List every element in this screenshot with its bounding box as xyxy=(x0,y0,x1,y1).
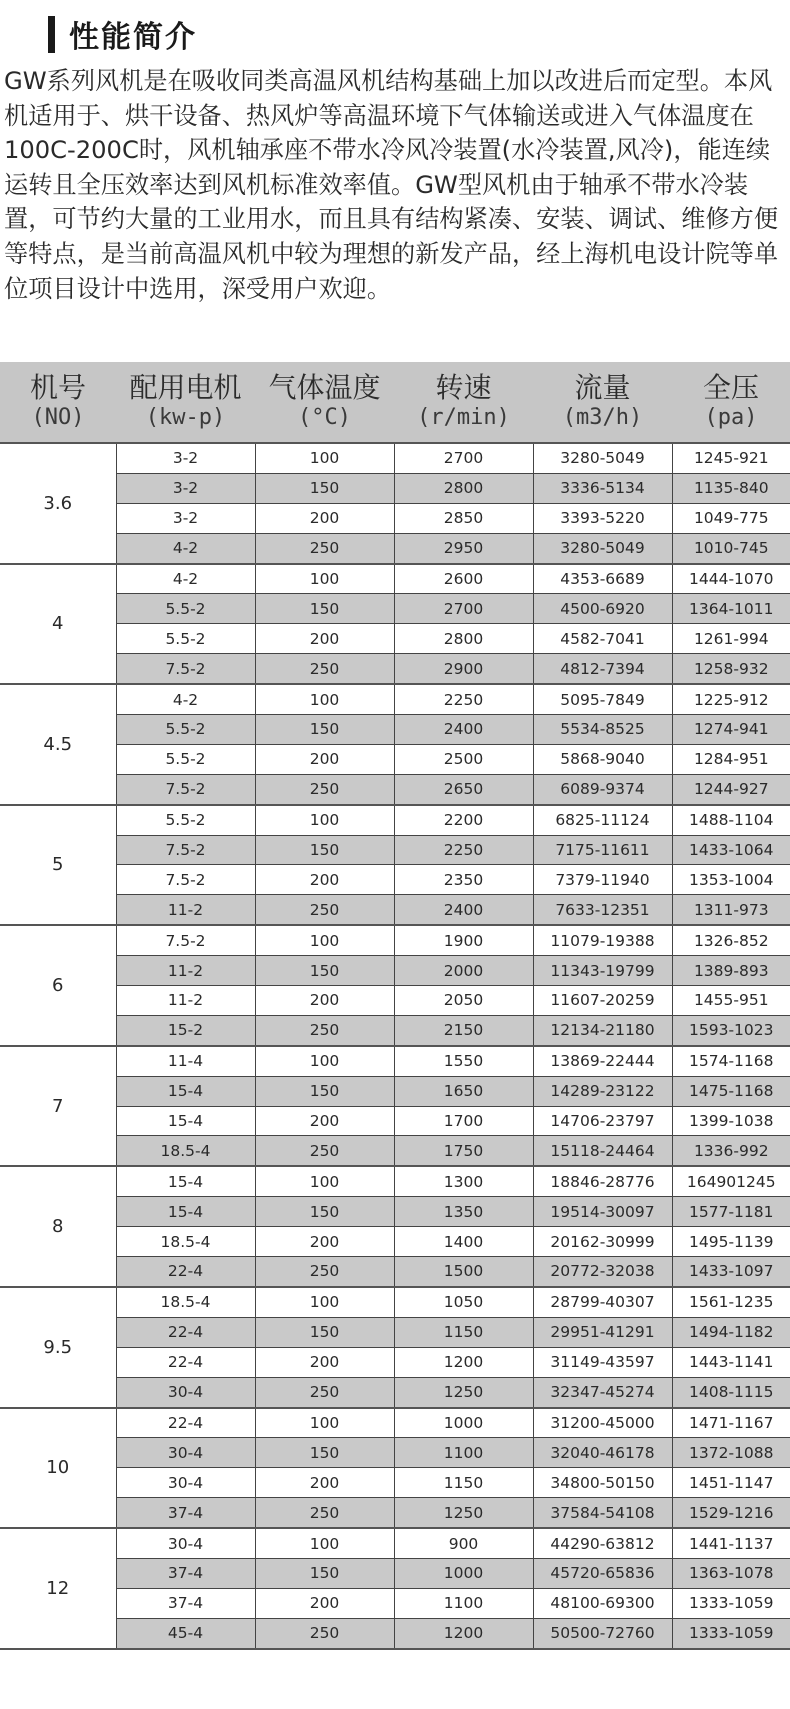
flow-cell: 31149-43597 xyxy=(533,1347,672,1377)
flow-cell: 34800-50150 xyxy=(533,1468,672,1498)
speed-cell: 2800 xyxy=(394,624,533,654)
temperature-cell: 250 xyxy=(255,533,394,563)
table-row xyxy=(0,1438,790,1468)
table-row xyxy=(0,744,790,774)
flow-cell: 11607-20259 xyxy=(533,986,672,1016)
motor-cell: 30-4 xyxy=(116,1377,255,1407)
speed-cell: 2950 xyxy=(394,533,533,563)
temperature-cell: 150 xyxy=(255,835,394,865)
pressure-cell: 1495-1139 xyxy=(672,1227,790,1257)
motor-cell: 18.5-4 xyxy=(116,1287,255,1317)
motor-cell: 11-2 xyxy=(116,895,255,925)
speed-cell: 1350 xyxy=(394,1197,533,1227)
header-label: 配用电机 xyxy=(129,371,242,404)
temperature-cell: 150 xyxy=(255,715,394,745)
speed-cell: 1100 xyxy=(394,1588,533,1618)
temperature-cell: 250 xyxy=(255,774,394,804)
temperature-cell: 150 xyxy=(255,473,394,503)
flow-cell: 50500-72760 xyxy=(533,1618,672,1648)
temperature-cell: 200 xyxy=(255,1227,394,1257)
temperature-cell: 250 xyxy=(255,1618,394,1648)
flow-cell: 5534-8525 xyxy=(533,715,672,745)
table-row xyxy=(0,1408,790,1438)
table-row xyxy=(0,1166,790,1196)
model-cell: 4.5 xyxy=(0,684,116,805)
speed-cell: 1150 xyxy=(394,1317,533,1347)
motor-cell: 3-2 xyxy=(116,443,255,473)
motor-cell: 5.5-2 xyxy=(116,744,255,774)
header-unit: (°C) xyxy=(298,405,351,430)
motor-cell: 18.5-4 xyxy=(116,1136,255,1166)
temperature-cell: 200 xyxy=(255,986,394,1016)
motor-cell: 30-4 xyxy=(116,1468,255,1498)
table-row xyxy=(0,925,790,955)
temperature-cell: 200 xyxy=(255,1347,394,1377)
table-row xyxy=(0,1257,790,1287)
col-header-temperature xyxy=(255,362,394,443)
speed-cell: 1200 xyxy=(394,1618,533,1648)
heading-bar xyxy=(48,16,55,53)
model-cell: 4 xyxy=(0,564,116,685)
speed-cell: 1000 xyxy=(394,1408,533,1438)
temperature-cell: 100 xyxy=(255,564,394,594)
flow-cell: 4812-7394 xyxy=(533,654,672,684)
speed-cell: 2000 xyxy=(394,956,533,986)
pressure-cell: 1225-912 xyxy=(672,684,790,714)
temperature-cell: 200 xyxy=(255,503,394,533)
table-row xyxy=(0,1197,790,1227)
pressure-cell: 1261-994 xyxy=(672,624,790,654)
flow-cell: 6089-9374 xyxy=(533,774,672,804)
temperature-cell: 100 xyxy=(255,1408,394,1438)
speed-cell: 1750 xyxy=(394,1136,533,1166)
flow-cell: 44290-63812 xyxy=(533,1528,672,1558)
header-label: 机号 xyxy=(29,371,86,404)
motor-cell: 30-4 xyxy=(116,1528,255,1558)
speed-cell: 2800 xyxy=(394,473,533,503)
motor-cell: 4-2 xyxy=(116,533,255,563)
col-header-flow xyxy=(533,362,672,443)
speed-cell: 1000 xyxy=(394,1558,533,1588)
flow-cell: 18846-28776 xyxy=(533,1166,672,1196)
pressure-cell: 1363-1078 xyxy=(672,1558,790,1588)
table-row xyxy=(0,895,790,925)
speed-cell: 1150 xyxy=(394,1468,533,1498)
motor-cell: 15-4 xyxy=(116,1106,255,1136)
table-row xyxy=(0,1317,790,1347)
model-cell: 5 xyxy=(0,805,116,926)
table-row xyxy=(0,1287,790,1317)
motor-cell: 7.5-2 xyxy=(116,835,255,865)
table-row xyxy=(0,715,790,745)
temperature-cell: 100 xyxy=(255,1287,394,1317)
flow-cell: 12134-21180 xyxy=(533,1015,672,1045)
speed-cell: 1700 xyxy=(394,1106,533,1136)
speed-cell: 2200 xyxy=(394,805,533,835)
model-cell: 10 xyxy=(0,1408,116,1529)
pressure-cell: 1389-893 xyxy=(672,956,790,986)
header-unit: (kw-p) xyxy=(145,405,226,430)
flow-cell: 14706-23797 xyxy=(533,1106,672,1136)
pressure-cell: 1494-1182 xyxy=(672,1317,790,1347)
model-cell: 12 xyxy=(0,1528,116,1649)
temperature-cell: 200 xyxy=(255,744,394,774)
pressure-cell: 1284-951 xyxy=(672,744,790,774)
pressure-cell: 1593-1023 xyxy=(672,1015,790,1045)
pressure-cell: 1353-1004 xyxy=(672,865,790,895)
speed-cell: 1650 xyxy=(394,1076,533,1106)
pressure-cell: 1471-1167 xyxy=(672,1408,790,1438)
flow-cell: 7175-11611 xyxy=(533,835,672,865)
temperature-cell: 250 xyxy=(255,1498,394,1528)
motor-cell: 4-2 xyxy=(116,684,255,714)
motor-cell: 5.5-2 xyxy=(116,624,255,654)
pressure-cell: 1529-1216 xyxy=(672,1498,790,1528)
flow-cell: 37584-54108 xyxy=(533,1498,672,1528)
temperature-cell: 150 xyxy=(255,956,394,986)
model-cell: 8 xyxy=(0,1166,116,1287)
temperature-cell: 150 xyxy=(255,594,394,624)
speed-cell: 1100 xyxy=(394,1438,533,1468)
temperature-cell: 200 xyxy=(255,1588,394,1618)
motor-cell: 7.5-2 xyxy=(116,774,255,804)
header-unit: (r/min) xyxy=(417,405,510,430)
temperature-cell: 100 xyxy=(255,1528,394,1558)
pressure-cell: 1444-1070 xyxy=(672,564,790,594)
table-row xyxy=(0,594,790,624)
table-row xyxy=(0,1468,790,1498)
temperature-cell: 250 xyxy=(255,1136,394,1166)
motor-cell: 22-4 xyxy=(116,1347,255,1377)
pressure-cell: 1574-1168 xyxy=(672,1046,790,1076)
flow-cell: 19514-30097 xyxy=(533,1197,672,1227)
pressure-cell: 1577-1181 xyxy=(672,1197,790,1227)
pressure-cell: 1433-1097 xyxy=(672,1257,790,1287)
pressure-cell: 1433-1064 xyxy=(672,835,790,865)
speed-cell: 2350 xyxy=(394,865,533,895)
motor-cell: 45-4 xyxy=(116,1618,255,1648)
table-row xyxy=(0,684,790,714)
header-row xyxy=(0,362,790,443)
motor-cell: 22-4 xyxy=(116,1408,255,1438)
table-row xyxy=(0,1227,790,1257)
speed-cell: 1550 xyxy=(394,1046,533,1076)
flow-cell: 7379-11940 xyxy=(533,865,672,895)
speed-cell: 900 xyxy=(394,1528,533,1558)
table-row xyxy=(0,1106,790,1136)
pressure-cell: 1311-973 xyxy=(672,895,790,925)
pressure-cell: 1455-951 xyxy=(672,986,790,1016)
flow-cell: 29951-41291 xyxy=(533,1317,672,1347)
table-row xyxy=(0,805,790,835)
table-row xyxy=(0,1377,790,1407)
motor-cell: 15-2 xyxy=(116,1015,255,1045)
motor-cell: 5.5-2 xyxy=(116,715,255,745)
temperature-cell: 100 xyxy=(255,1046,394,1076)
temperature-cell: 200 xyxy=(255,1468,394,1498)
col-header-model xyxy=(0,362,116,443)
speed-cell: 1200 xyxy=(394,1347,533,1377)
motor-cell: 3-2 xyxy=(116,473,255,503)
speed-cell: 2250 xyxy=(394,835,533,865)
speed-cell: 1250 xyxy=(394,1377,533,1407)
flow-cell: 11079-19388 xyxy=(533,925,672,955)
flow-cell: 13869-22444 xyxy=(533,1046,672,1076)
table-row xyxy=(0,956,790,986)
header-unit: (NO) xyxy=(31,405,85,430)
temperature-cell: 200 xyxy=(255,624,394,654)
pressure-cell: 1244-927 xyxy=(672,774,790,804)
pressure-cell: 1274-941 xyxy=(672,715,790,745)
flow-cell: 48100-69300 xyxy=(533,1588,672,1618)
motor-cell: 37-4 xyxy=(116,1558,255,1588)
pressure-cell: 1326-852 xyxy=(672,925,790,955)
temperature-cell: 100 xyxy=(255,684,394,714)
temperature-cell: 150 xyxy=(255,1076,394,1106)
motor-cell: 3-2 xyxy=(116,503,255,533)
flow-cell: 3280-5049 xyxy=(533,443,672,473)
flow-cell: 4500-6920 xyxy=(533,594,672,624)
motor-cell: 7.5-2 xyxy=(116,865,255,895)
table-row xyxy=(0,835,790,865)
table-row xyxy=(0,1015,790,1045)
table-row xyxy=(0,564,790,594)
pressure-cell: 1408-1115 xyxy=(672,1377,790,1407)
model-cell: 9.5 xyxy=(0,1287,116,1408)
motor-cell: 5.5-2 xyxy=(116,594,255,624)
table-row xyxy=(0,1046,790,1076)
col-header-motor xyxy=(116,362,255,443)
temperature-cell: 250 xyxy=(255,654,394,684)
motor-cell: 22-4 xyxy=(116,1317,255,1347)
col-header-pressure xyxy=(672,362,790,443)
table-row xyxy=(0,443,790,473)
speed-cell: 2650 xyxy=(394,774,533,804)
model-cell: 3.6 xyxy=(0,443,116,564)
header-unit: (m3/h) xyxy=(562,405,643,430)
table-row xyxy=(0,774,790,804)
table-row xyxy=(0,654,790,684)
pressure-cell: 1364-1011 xyxy=(672,594,790,624)
temperature-cell: 250 xyxy=(255,1257,394,1287)
table-row xyxy=(0,473,790,503)
section-title: 性能简介 xyxy=(69,20,197,55)
pressure-cell: 1488-1104 xyxy=(672,805,790,835)
pressure-cell: 1441-1137 xyxy=(672,1528,790,1558)
table-row xyxy=(0,1528,790,1558)
table-row xyxy=(0,533,790,563)
speed-cell: 2150 xyxy=(394,1015,533,1045)
pressure-cell: 1258-932 xyxy=(672,654,790,684)
motor-cell: 4-2 xyxy=(116,564,255,594)
flow-cell: 14289-23122 xyxy=(533,1076,672,1106)
table-row xyxy=(0,1618,790,1648)
speed-cell: 2900 xyxy=(394,654,533,684)
pressure-cell: 1443-1141 xyxy=(672,1347,790,1377)
motor-cell: 15-4 xyxy=(116,1166,255,1196)
motor-cell: 5.5-2 xyxy=(116,805,255,835)
table-row xyxy=(0,1588,790,1618)
flow-cell: 20162-30999 xyxy=(533,1227,672,1257)
temperature-cell: 250 xyxy=(255,1015,394,1045)
temperature-cell: 150 xyxy=(255,1438,394,1468)
table-header xyxy=(0,362,790,443)
section-heading xyxy=(48,14,197,54)
temperature-cell: 250 xyxy=(255,895,394,925)
temperature-cell: 200 xyxy=(255,865,394,895)
pressure-cell: 1333-1059 xyxy=(672,1618,790,1648)
speed-cell: 2850 xyxy=(394,503,533,533)
pressure-cell: 1372-1088 xyxy=(672,1438,790,1468)
pressure-cell: 1135-840 xyxy=(672,473,790,503)
header-unit: (pa) xyxy=(704,405,758,430)
temperature-cell: 100 xyxy=(255,1166,394,1196)
flow-cell: 3280-5049 xyxy=(533,533,672,563)
table-body xyxy=(0,443,790,1649)
col-header-speed xyxy=(394,362,533,443)
motor-cell: 15-4 xyxy=(116,1197,255,1227)
speed-cell: 2700 xyxy=(394,443,533,473)
table-row xyxy=(0,1347,790,1377)
speed-cell: 1050 xyxy=(394,1287,533,1317)
pressure-cell: 1475-1168 xyxy=(672,1076,790,1106)
temperature-cell: 200 xyxy=(255,1106,394,1136)
header-label: 气体温度 xyxy=(268,371,381,404)
flow-cell: 32347-45274 xyxy=(533,1377,672,1407)
motor-cell: 11-2 xyxy=(116,986,255,1016)
motor-cell: 30-4 xyxy=(116,1438,255,1468)
speed-cell: 1500 xyxy=(394,1257,533,1287)
flow-cell: 6825-11124 xyxy=(533,805,672,835)
pressure-cell: 1336-992 xyxy=(672,1136,790,1166)
temperature-cell: 150 xyxy=(255,1558,394,1588)
table-row xyxy=(0,503,790,533)
motor-cell: 11-4 xyxy=(116,1046,255,1076)
table-row xyxy=(0,1498,790,1528)
pressure-cell: 164901245 xyxy=(672,1166,790,1196)
motor-cell: 18.5-4 xyxy=(116,1227,255,1257)
table-row xyxy=(0,986,790,1016)
intro-paragraph xyxy=(4,64,786,306)
speed-cell: 1900 xyxy=(394,925,533,955)
temperature-cell: 100 xyxy=(255,443,394,473)
motor-cell: 15-4 xyxy=(116,1076,255,1106)
header-label: 全压 xyxy=(702,371,759,404)
pressure-cell: 1010-745 xyxy=(672,533,790,563)
speed-cell: 2500 xyxy=(394,744,533,774)
table-row xyxy=(0,1076,790,1106)
pressure-cell: 1451-1147 xyxy=(672,1468,790,1498)
flow-cell: 4582-7041 xyxy=(533,624,672,654)
motor-cell: 11-2 xyxy=(116,956,255,986)
motor-cell: 37-4 xyxy=(116,1588,255,1618)
speed-cell: 2700 xyxy=(394,594,533,624)
flow-cell: 32040-46178 xyxy=(533,1438,672,1468)
header-label: 流量 xyxy=(574,371,631,404)
speed-cell: 2050 xyxy=(394,986,533,1016)
flow-cell: 3393-5220 xyxy=(533,503,672,533)
speed-cell: 2250 xyxy=(394,684,533,714)
flow-cell: 4353-6689 xyxy=(533,564,672,594)
flow-cell: 3336-5134 xyxy=(533,473,672,503)
flow-cell: 7633-12351 xyxy=(533,895,672,925)
motor-cell: 37-4 xyxy=(116,1498,255,1528)
pressure-cell: 1333-1059 xyxy=(672,1588,790,1618)
speed-cell: 2400 xyxy=(394,715,533,745)
intro-text: GW系列风机是在吸收同类高温风机结构基础上加以改进后而定型。本风机适用于、烘干设备、热风炉等高温环境下气体输送或进入气体温度在100C-200C时，风机轴承座不带水冷风冷装置(水冷装置,风冷)，能连续运转且全压效率达到风机标准效率值。GW型风机由于轴承不带水冷装置，可节约大量的工业用水，而且具有结构紧凑、安装、调试、维修方便等特点，是当前高温风机中较为理想的新发产品，经上海机电设计院等单位项目设计中选用，深受用户欢迎。 xyxy=(4,67,779,303)
flow-cell: 5095-7849 xyxy=(533,684,672,714)
speed-cell: 1300 xyxy=(394,1166,533,1196)
temperature-cell: 100 xyxy=(255,925,394,955)
flow-cell: 20772-32038 xyxy=(533,1257,672,1287)
temperature-cell: 150 xyxy=(255,1197,394,1227)
motor-cell: 22-4 xyxy=(116,1257,255,1287)
flow-cell: 45720-65836 xyxy=(533,1558,672,1588)
speed-cell: 2600 xyxy=(394,564,533,594)
pressure-cell: 1561-1235 xyxy=(672,1287,790,1317)
speed-cell: 2400 xyxy=(394,895,533,925)
performance-table xyxy=(0,362,790,1650)
motor-cell: 7.5-2 xyxy=(116,654,255,684)
speed-cell: 1250 xyxy=(394,1498,533,1528)
table-row xyxy=(0,1558,790,1588)
motor-cell: 7.5-2 xyxy=(116,925,255,955)
table-row xyxy=(0,865,790,895)
flow-cell: 11343-19799 xyxy=(533,956,672,986)
header-label: 转速 xyxy=(435,371,492,404)
flow-cell: 5868-9040 xyxy=(533,744,672,774)
flow-cell: 28799-40307 xyxy=(533,1287,672,1317)
pressure-cell: 1245-921 xyxy=(672,443,790,473)
table-row xyxy=(0,624,790,654)
flow-cell: 31200-45000 xyxy=(533,1408,672,1438)
temperature-cell: 100 xyxy=(255,805,394,835)
pressure-cell: 1049-775 xyxy=(672,503,790,533)
speed-cell: 1400 xyxy=(394,1227,533,1257)
flow-cell: 15118-24464 xyxy=(533,1136,672,1166)
model-cell: 6 xyxy=(0,925,116,1046)
temperature-cell: 250 xyxy=(255,1377,394,1407)
model-cell: 7 xyxy=(0,1046,116,1167)
pressure-cell: 1399-1038 xyxy=(672,1106,790,1136)
table-row xyxy=(0,1136,790,1166)
temperature-cell: 150 xyxy=(255,1317,394,1347)
